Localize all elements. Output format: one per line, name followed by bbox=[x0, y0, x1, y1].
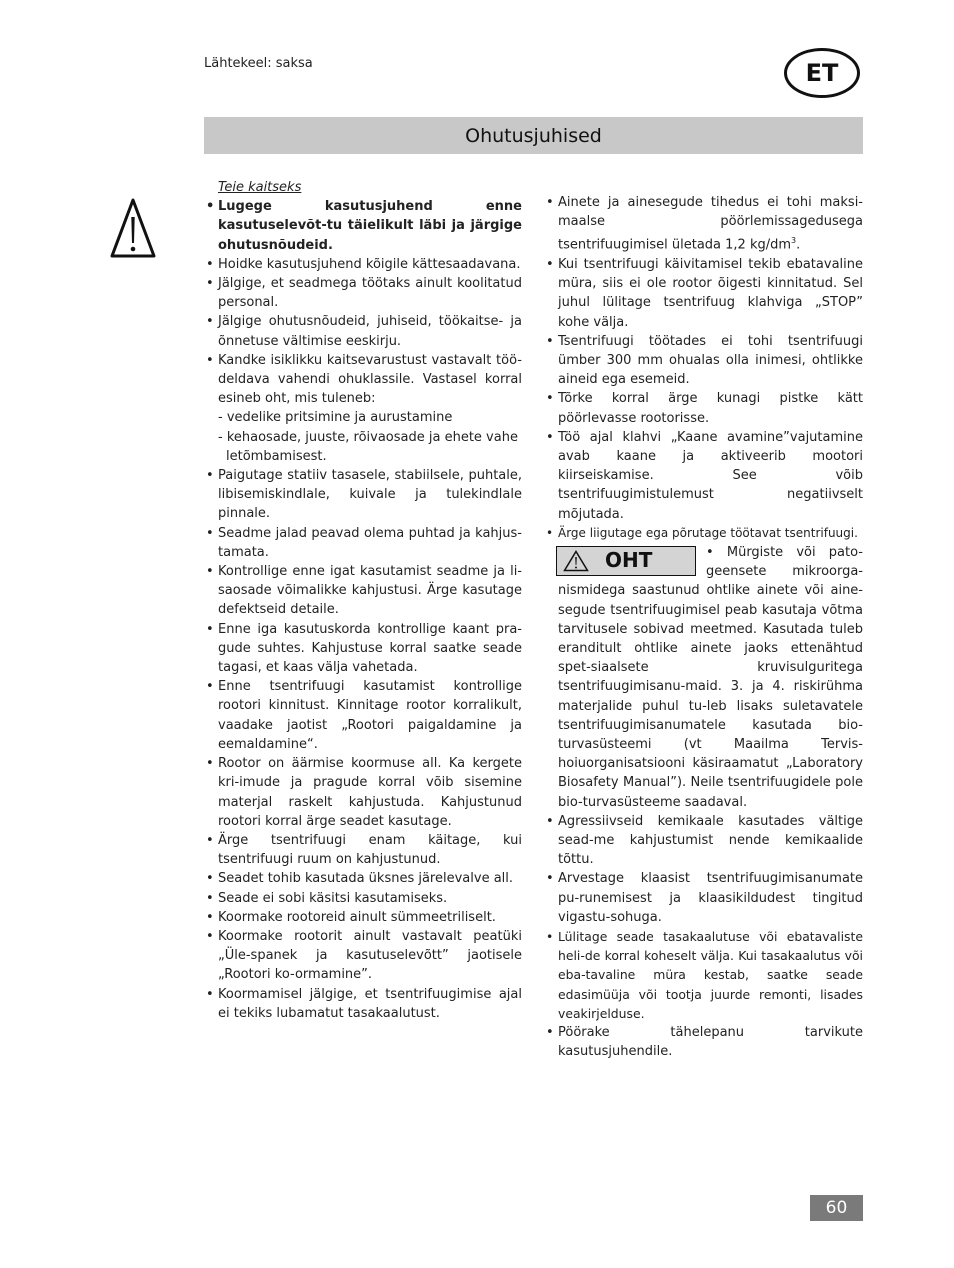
list-item: • Jälgige, et seadmega töötaks ainult koolitatud personal. bbox=[204, 274, 522, 312]
right-column bbox=[544, 193, 863, 1061]
list-item: • Seadme jalad peavad olema puhtad ja kahjus-tamata. bbox=[204, 524, 522, 562]
list-item: • Kandke isiklikku kaitsevarustust vastavalt töö-deldava vahendi ohuklassile. Vastasel korral esineb oht, mis tuleneb: bbox=[204, 351, 522, 409]
section-heading: Teie kaitseks bbox=[218, 180, 302, 195]
list-item: • Hoidke kasutusjuhend kõigile kättesaadavana. bbox=[204, 255, 522, 274]
list-item: • Paigutage statiiv tasasele, stabiilsele, puhtale, libisemiskindlale, kuivale ja tulekindlale pinnale. bbox=[204, 466, 522, 524]
list-item: • Ärge liigutage ega põrutage töötavat tsentrifuugi. bbox=[544, 524, 863, 543]
warning-triangle-icon bbox=[563, 550, 589, 572]
list-item: • Agressiivseid kemikaale kasutades vältige sead-me kahjustumist nende kemikaalide tõttu. bbox=[544, 812, 863, 870]
hazard-text-content: Mürgiste või pato-geensete mikroorga-nismidega saastunud ohtlike ainete või aine-segude tsentrifuugimisel peab kasutaja võtma tarvitusele sobivad meetmed. Kasutada tuleb eranditult ohtlike ainete jaoks ettenähtud spet-siaalsete kruvisulguritega tsentrifuugimisanu-maid. 3. ja 4. riskirühma materjalide puhul tu-leb lisaks suletavatele tsentrifuugimisanumatele kasutada bio-turvasüsteemi (vt Maailma Tervis-hoiuorganisatsiooni käsiraamatut „Laboratory Biosafety Manual”). Neile tsentrifuugidele pole bio-turvasüsteeme saadaval. bbox=[558, 544, 863, 810]
list-item: • Seadet tohib kasutada üksnes järelevalve all. bbox=[204, 869, 522, 888]
list-item: • Kui tsentrifuugi käivitamisel tekib ebatavaline müra, siis ei ole rootor õigesti kinnitatud. Sel juhul lülitage tsentrifuug klahviga „STOP” kohe välja. bbox=[544, 255, 863, 332]
left-column bbox=[204, 178, 522, 1023]
list-item: • Seade ei sobi käsitsi kasutamiseks. bbox=[204, 889, 522, 908]
list-item: • Tõrke korral ärge kunagi pistke kätt pöörlevasse rootorisse. bbox=[544, 389, 863, 427]
list-item: • Tsentrifuugi töötades ei tohi tsentrifuugi ümber 300 mm ohualas olla inimesi, ohtlikke aineid ega esemeid. bbox=[544, 332, 863, 390]
list-item: • Enne iga kasutuskorda kontrollige kaant pra-gude suhtes. Kahjustuse korral saatke seade tagasi, et kaas välja vahetada. bbox=[204, 620, 522, 678]
list-item bbox=[544, 193, 863, 255]
list-item: • Koormake rootorit ainult vastavalt peatüki „Üle-spanek ja kasutuselevõtt” jaotisele „Rootori ko-ormamine”. bbox=[204, 927, 522, 985]
hazard-label: OHT bbox=[605, 548, 653, 573]
language-badge: ET bbox=[784, 48, 860, 98]
hazard-notice bbox=[544, 543, 863, 812]
hazard-warning-box bbox=[556, 546, 696, 576]
density-end: . bbox=[796, 237, 801, 253]
page-title: Ohutusjuhised bbox=[204, 117, 863, 154]
list-item: • Koormake rootoreid ainult sümmeetriliselt. bbox=[204, 908, 522, 927]
density-text: Ainete ja ainesegude tihedus ei tohi maksi-maalse pöörlemissagedusega tsentrifuugimisel ületada 1,2 kg/dm bbox=[558, 195, 863, 253]
list-item: • Jälgige ohutusnõudeid, juhiseid, töökaitse- ja õnnetuse vältimise eeskirju. bbox=[204, 312, 522, 350]
source-language: Lähtekeel: saksa bbox=[204, 56, 313, 71]
density-superscript: 3 bbox=[791, 236, 797, 246]
list-item: • Lugege kasutusjuhend enne kasutuselevõt-tu täielikult läbi ja järgige ohutusnõudeid. bbox=[204, 197, 522, 255]
list-item: • Koormamisel jälgige, et tsentrifuugimise ajal ei tekiks lubamatut tasakaalutust. bbox=[204, 985, 522, 1023]
warning-triangle-icon bbox=[110, 197, 156, 259]
sub-list-item: letõmbamisest. bbox=[226, 448, 327, 464]
list-item: • Lülitage seade tasakaalutuse või ebatavaliste heli-de korral koheselt välja. Kui tasakaalutus või eba-tavaline müra kestab, saatke seade edasimüüja või tootja juurde remonti, lisades veakirjelduse. bbox=[544, 927, 863, 1023]
hazard-text: • Mürgiste või pato-geensete mikroorga-nismidega saastunud ohtlike ainete või aine-segude tsentrifuugimisel peab kasutaja võtma tarvitusele sobivad meetmed. Kasutada tuleb eranditult ohtlike ainete jaoks ettenähtud spet-siaalsete kruvisulguritega tsentrifuugimisanu-maid. 3. ja 4. riskirühma materjalide puhul tu-leb lisaks suletavatele tsentrifuugimisanumatele kasutada bio-turvasüsteemi (vt Maailma Tervis-hoiuorganisatsiooni käsiraamatut „Laboratory Biosafety Manual”). Neile tsentrifuugidele pole bio-turvasüsteeme saadaval. bbox=[558, 544, 863, 810]
sub-list-item: - kehaosade, juuste, rõivaosade ja ehete vahe bbox=[218, 429, 518, 445]
list-item: • Rootor on äärmise koormuse all. Ka kergete kri-imude ja pragude korral võib sisemine materjal raskelt kahjustuda. Kahjustunud rootori korral ärge seadet kasutage. bbox=[204, 754, 522, 831]
list-item: • Ärge tsentrifuugi enam käitage, kui tsentrifuugi ruum on kahjustunud. bbox=[204, 831, 522, 869]
list-item: • Töö ajal klahvi „Kaane avamine”vajutamine avab kaane ja aktiveerib mootori kiirseiskamise. See võib tsentrifuugimistulemust negatiivselt mõjutada. bbox=[544, 428, 863, 524]
list-item: • Kontrollige enne igat kasutamist seadme ja li-saosade võimalikke kahjustusi. Ärge kasutage defektseid detaile. bbox=[204, 562, 522, 620]
list-item: • Arvestage klaasist tsentrifuugimisanumate pu-runemisest ja klaasikildudest tingitud vigastu-sohuga. bbox=[544, 869, 863, 927]
page-number: 60 bbox=[810, 1195, 863, 1221]
list-item: • Pöörake tähelepanu tarvikute kasutusjuhendile. bbox=[544, 1023, 863, 1061]
list-item: • Enne tsentrifuugi kasutamist kontrollige rootori kinnitust. Kinnitage rootor korralikult, vaadake jaotist „Rootori paigaldamine ja eemaldamine“. bbox=[204, 677, 522, 754]
sub-list-item: - vedelike pritsimine ja aurustamine bbox=[218, 410, 453, 426]
